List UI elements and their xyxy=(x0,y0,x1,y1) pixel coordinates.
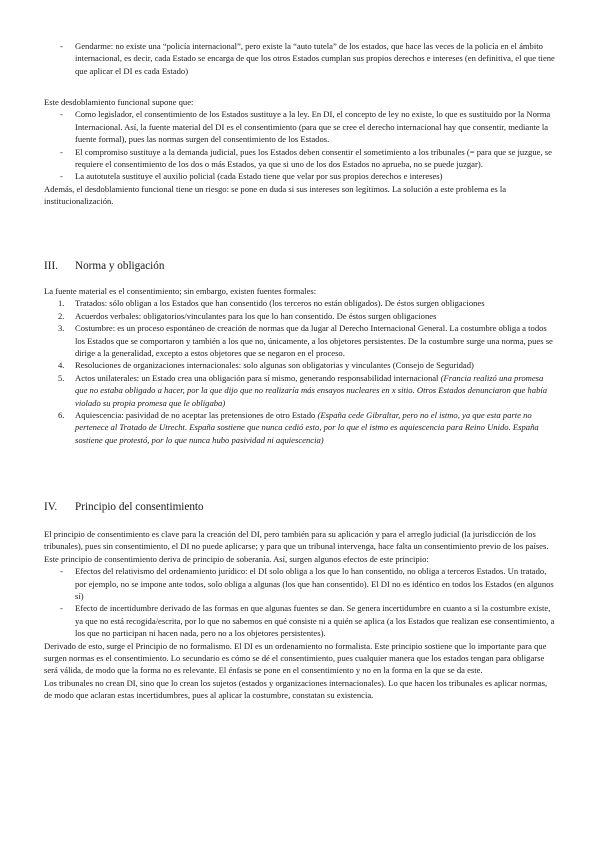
list-item: - El compromiso sustituye a la demanda judicial, pues los Estados deben consentir el sometimiento a los tribunales (= para que se juzgue, se requiere el consentimiento de los dos o más Estados, ya que si uno de los dos Estados no aprueba, no se puede juzgar). xyxy=(44,146,556,171)
list-example: (Francia realizó una promesa que no estaba obligado a hacer, por la que dijo que no realizaría más ensayos nucleares en x sitio. Otros Estados denunciaron que había violado su propia promesa que le obligaba) xyxy=(75,372,548,408)
list-number: 1. xyxy=(58,298,65,309)
paragraph: Este desdoblamiento funcional supone que: xyxy=(44,97,194,107)
list-number: 2. xyxy=(58,310,65,321)
list-text: Acuerdos verbales: obligatorios/vinculantes para los que lo han consentido. De éstos surgen obligaciones xyxy=(75,310,437,321)
list-number: 5. xyxy=(58,372,65,383)
paragraph: Derivado de esto, surge el Principio de no formalismo. El DI es un ordenamiento no formalista. Este principio sostiene que lo importante para que surgen normas es el consentimiento. Lo secundario es cómo se dé el consentimiento, pues cualquier manera que los estados tengan para obligarse será válida, de modo que la forma no es relevante. El énfasis se pone en el consentimiento y no en la forma en la que se da este. xyxy=(44,640,547,676)
list-text: Costumbre: es un proceso espontáneo de creación de normas que da lugar al Derecho Internacional General. La costumbre obliga a todos los Estados que se comportaron y también a los que no, únicamente, a los objetores persistentes. De la costumbre surge una norma, pues se dirige a la generalidad, excepto a estos objetores que se negaron en el proceso. xyxy=(75,323,553,359)
list-number: 3. xyxy=(58,323,65,334)
section-numeral: III. xyxy=(44,260,58,272)
list-item xyxy=(44,297,556,309)
desdoblamiento-block xyxy=(44,96,556,208)
section-title: Principio del consentimiento xyxy=(75,501,204,513)
gendarme-block xyxy=(44,40,556,77)
desdoblamiento-list xyxy=(44,108,556,182)
efectos-list xyxy=(44,565,556,639)
section-heading xyxy=(44,259,164,273)
section-heading xyxy=(44,500,204,514)
list-item xyxy=(44,310,556,322)
principio-block xyxy=(44,528,556,702)
paragraph: Los tribunales no crean DI, sino que lo crean los sujetos (estados y organizaciones internacionales). Lo que hacen los tribunales es aplicar normas, de modo que aclaran estas incertidumbres, pues al aplicar la costumbre, constatan su existencia. xyxy=(44,677,548,701)
list-text: Resoluciones de organizaciones internacionales: solo algunas son obligatorias y vinculantes (Consejo de Seguridad) xyxy=(75,360,474,371)
paragraph: La fuente material es el consentimiento; sin embargo, existen fuentes formales: xyxy=(44,286,317,296)
fuentes-block xyxy=(44,285,556,446)
list-item: - Gendarme: no existe una “policía internacional”, pero existe la “auto tutela” de los estados, que hace las veces de la policía en el ámbito internacional, es decir, cada Estado se encarga de que los otros Estados cumplan sus propios derechos e intereses (en definitiva, el que tiene que aplicar el DI es cada Estado) xyxy=(44,40,556,77)
section-numeral: IV. xyxy=(44,501,58,513)
list-item: - La autotutela sustituye el auxilio policial (cada Estado tiene que velar por sus propios derechos e intereses) xyxy=(44,170,556,182)
list-item: - Efecto de incertidumbre derivado de las formas en que algunas fuentes se dan. Se genera incertidumbre en cuanto a si la costumbre existe, ya que no está recogida/escrita, por lo que no sabemos en qué consiste ni a quién se aplica (a los Estados que realizan ese consentimiento, a los que no participan ni hacen nada, pero no a los objetores persistentes). xyxy=(44,602,556,639)
list-item xyxy=(44,409,556,446)
list-item xyxy=(44,372,556,409)
list-item xyxy=(44,322,556,359)
list-item: - Como legislador, el consentimiento de los Estados sustituye a la ley. En DI, el concepto de ley no existe, lo que es sustituido por la Norma Internacional. Así, la fuente material del DI es el consentimiento (para que se cree el derecho internacional hay que consentir, mediante la fuente formal), pues las normas surgen del consentimiento de los Estados. xyxy=(44,108,556,145)
paragraph: El principio de consentimiento es clave para la creación del DI, pero también para su aplicación y para el arreglo judicial (la jurisdicción de los tribunales), pues sin consentimiento, el DI no puede aplicarse; y para que un tribunal intervenga, hace falta un consentimiento previo de los países. Este principio de consentimiento deriva de principio de soberanía. Así, surgen algunos efectos de este principio: xyxy=(44,529,549,564)
list-number: 4. xyxy=(58,360,65,371)
list-number: 6. xyxy=(58,410,65,421)
fuentes-list xyxy=(44,297,556,446)
list-item: - Efectos del relativismo del ordenamiento jurídico: el DI solo obliga a los que lo han consentido, no obliga a terceros Estados. Un tratado, por ejemplo, no se impone ante todos, solo obliga a algunas (los que han consentido). El DI no es idéntico en todos los Estados (en algunos sí) xyxy=(44,565,556,602)
top-dash-list xyxy=(44,40,556,77)
list-example: (España cede Gibraltar, pero no el istmo, ya que esta parte no pertenece al Tratado de Utrecht. España sostiene que nunca cedió esto, por lo que el istmo es aquiescencia para Reino Unido. España sostiene que protestó, por lo que nunca hubo pasividad ni aquiescencia) xyxy=(75,410,539,445)
list-item xyxy=(44,359,556,371)
list-text: Aquiescencia: pasividad de no aceptar las pretensiones de otro Estado xyxy=(75,410,318,421)
paragraph: Además, el desdoblamiento funcional tiene un riesgo: se pone en duda si sus intereses son legítimos. La solución a este problema es la institucionalización. xyxy=(44,183,507,207)
list-text: Tratados: sólo obligan a los Estados que han consentido (los terceros no están obligados). De éstos surgen obligaciones xyxy=(75,298,485,309)
list-text: Actos unilaterales: un Estado crea una obligación para sí mismo, generando responsabilidad internacional xyxy=(75,372,441,383)
section-title: Norma y obligación xyxy=(75,260,165,272)
